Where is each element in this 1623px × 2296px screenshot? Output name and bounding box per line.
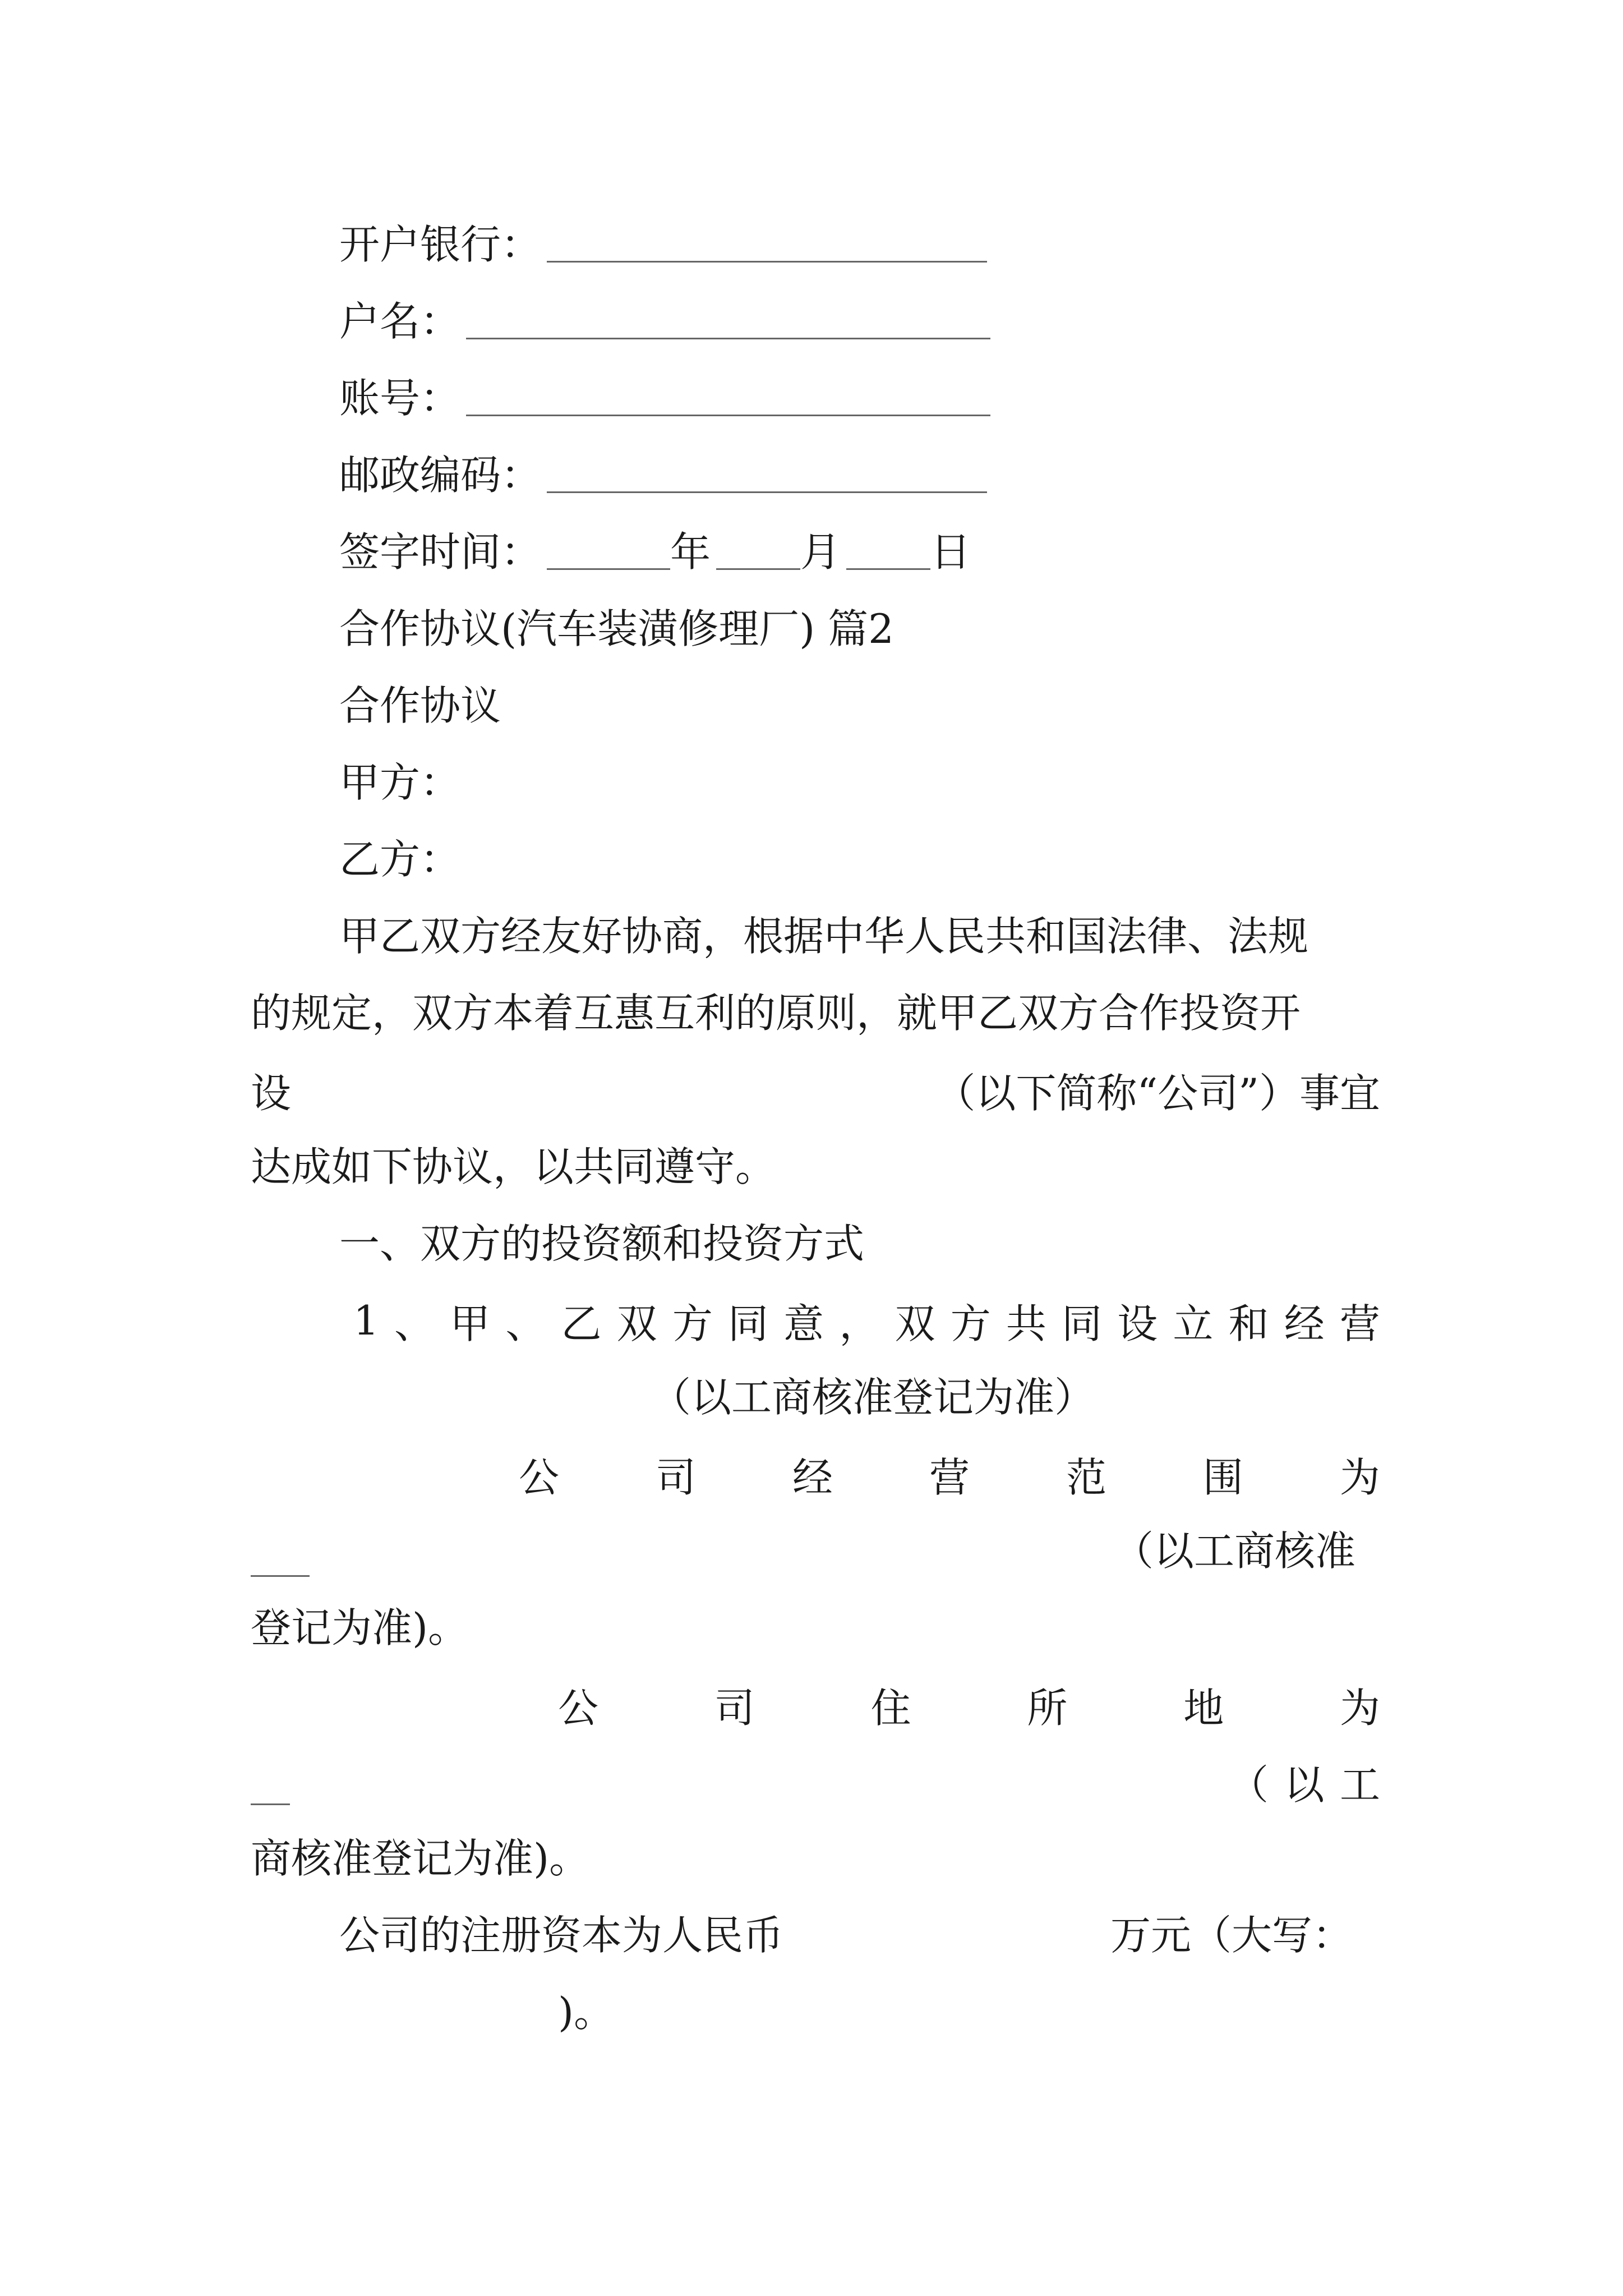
section-title: 合作协议(汽车装潢修理厂) 篇2 [339,605,894,652]
day-label: 日 [930,528,971,576]
address-end: 商核准登记为准)。 [251,1835,590,1882]
item-1-char: 双 [616,1300,657,1347]
account-name-blank [466,304,990,339]
month-blank [716,535,800,570]
address-note-char: 工 [1339,1761,1380,1809]
item-1-char: 、 [505,1300,546,1347]
month-label: 月 [800,528,841,576]
address-short-line [251,1803,290,1805]
year-blank [547,535,670,570]
postal-code-label: 邮政编码： [339,452,542,499]
account-number-row [339,371,990,425]
account-name-label: 户名： [339,298,461,345]
address-char: 公 [558,1685,599,1732]
item-1-char: 和 [1228,1300,1269,1347]
item-1-char: 乙 [561,1300,602,1347]
sign-date-row [339,525,971,579]
account-number-blank [466,381,990,416]
address-note-char: （ [1228,1761,1269,1809]
scope-char: 经 [792,1454,833,1501]
intro-line-1: 甲乙双方经友好协商，根据中华人民共和国法律、法规 [339,913,1309,960]
year-label: 年 [670,528,711,576]
address-char: 地 [1183,1685,1224,1732]
bank-label: 开户银行： [339,221,542,268]
item-1-char: 同 [728,1300,769,1347]
intro-line-3 [251,1063,1380,1117]
party-a: 甲方： [339,759,461,806]
scope-char: 围 [1202,1454,1243,1501]
item-1-char: 、 [394,1300,435,1347]
address-char: 所 [1027,1685,1068,1732]
bank-blank [547,227,987,263]
capital-end: )。 [558,1989,615,2036]
item-1-line [353,1294,1380,1347]
item-1-char: 设 [1117,1300,1158,1347]
item-1-char: 1 [353,1297,379,1344]
capital-unit: 万元（大写： [1110,1912,1353,1959]
party-b: 乙方： [339,836,461,883]
scope-short-line [251,1575,310,1577]
item-1-char: 同 [1062,1300,1103,1347]
scope-note: （以工商核准 [1113,1527,1356,1575]
intro-line-2: 的规定，双方本着互惠互利的原则，就甲乙双方合作投资开 [251,990,1301,1037]
postal-code-row [339,448,987,502]
item-1-char: ， [839,1300,880,1347]
capital-start: 公司的注册资本为人民币 [339,1912,784,1959]
item-1-char: 立 [1173,1300,1214,1347]
item-1-char: 甲 [450,1300,491,1347]
scope-line [519,1447,1380,1501]
day-blank [846,535,930,570]
bank-row [339,218,987,272]
intro-line-3-end: （以下简称“公司”）事宜 [935,1070,1380,1117]
article-1-heading: 一、双方的投资额和投资方式 [339,1220,865,1267]
item-1-char: 意 [783,1300,824,1347]
address-note-char: 以 [1284,1761,1325,1809]
item-1-char: 营 [1339,1300,1380,1347]
item-1-char: 方 [950,1300,991,1347]
account-number-label: 账号： [339,375,461,422]
address-char: 住 [870,1685,911,1732]
item-1-char: 双 [895,1300,935,1347]
scope-char: 营 [929,1454,970,1501]
address-char: 为 [1339,1685,1380,1732]
item-1-note: （以工商核准登记为准） [651,1374,1095,1421]
item-1-char: 共 [1006,1300,1046,1347]
scope-char: 为 [1339,1454,1380,1501]
scope-char: 司 [655,1454,696,1501]
intro-line-3-start: 设 [251,1070,292,1117]
scope-end: 登记为准)。 [251,1604,469,1651]
item-1-char: 经 [1284,1300,1325,1347]
postal-code-blank [547,458,987,493]
agreement-title: 合作协议 [339,682,501,729]
intro-line-4: 达成如下协议，以共同遵守。 [251,1143,776,1190]
address-char: 司 [714,1685,755,1732]
item-1-char: 方 [672,1300,713,1347]
scope-char: 范 [1066,1454,1106,1501]
account-name-row [339,295,990,348]
sign-date-label: 签字时间： [339,528,542,576]
address-note [1228,1755,1380,1809]
address-line [558,1678,1380,1732]
scope-char: 公 [519,1454,560,1501]
